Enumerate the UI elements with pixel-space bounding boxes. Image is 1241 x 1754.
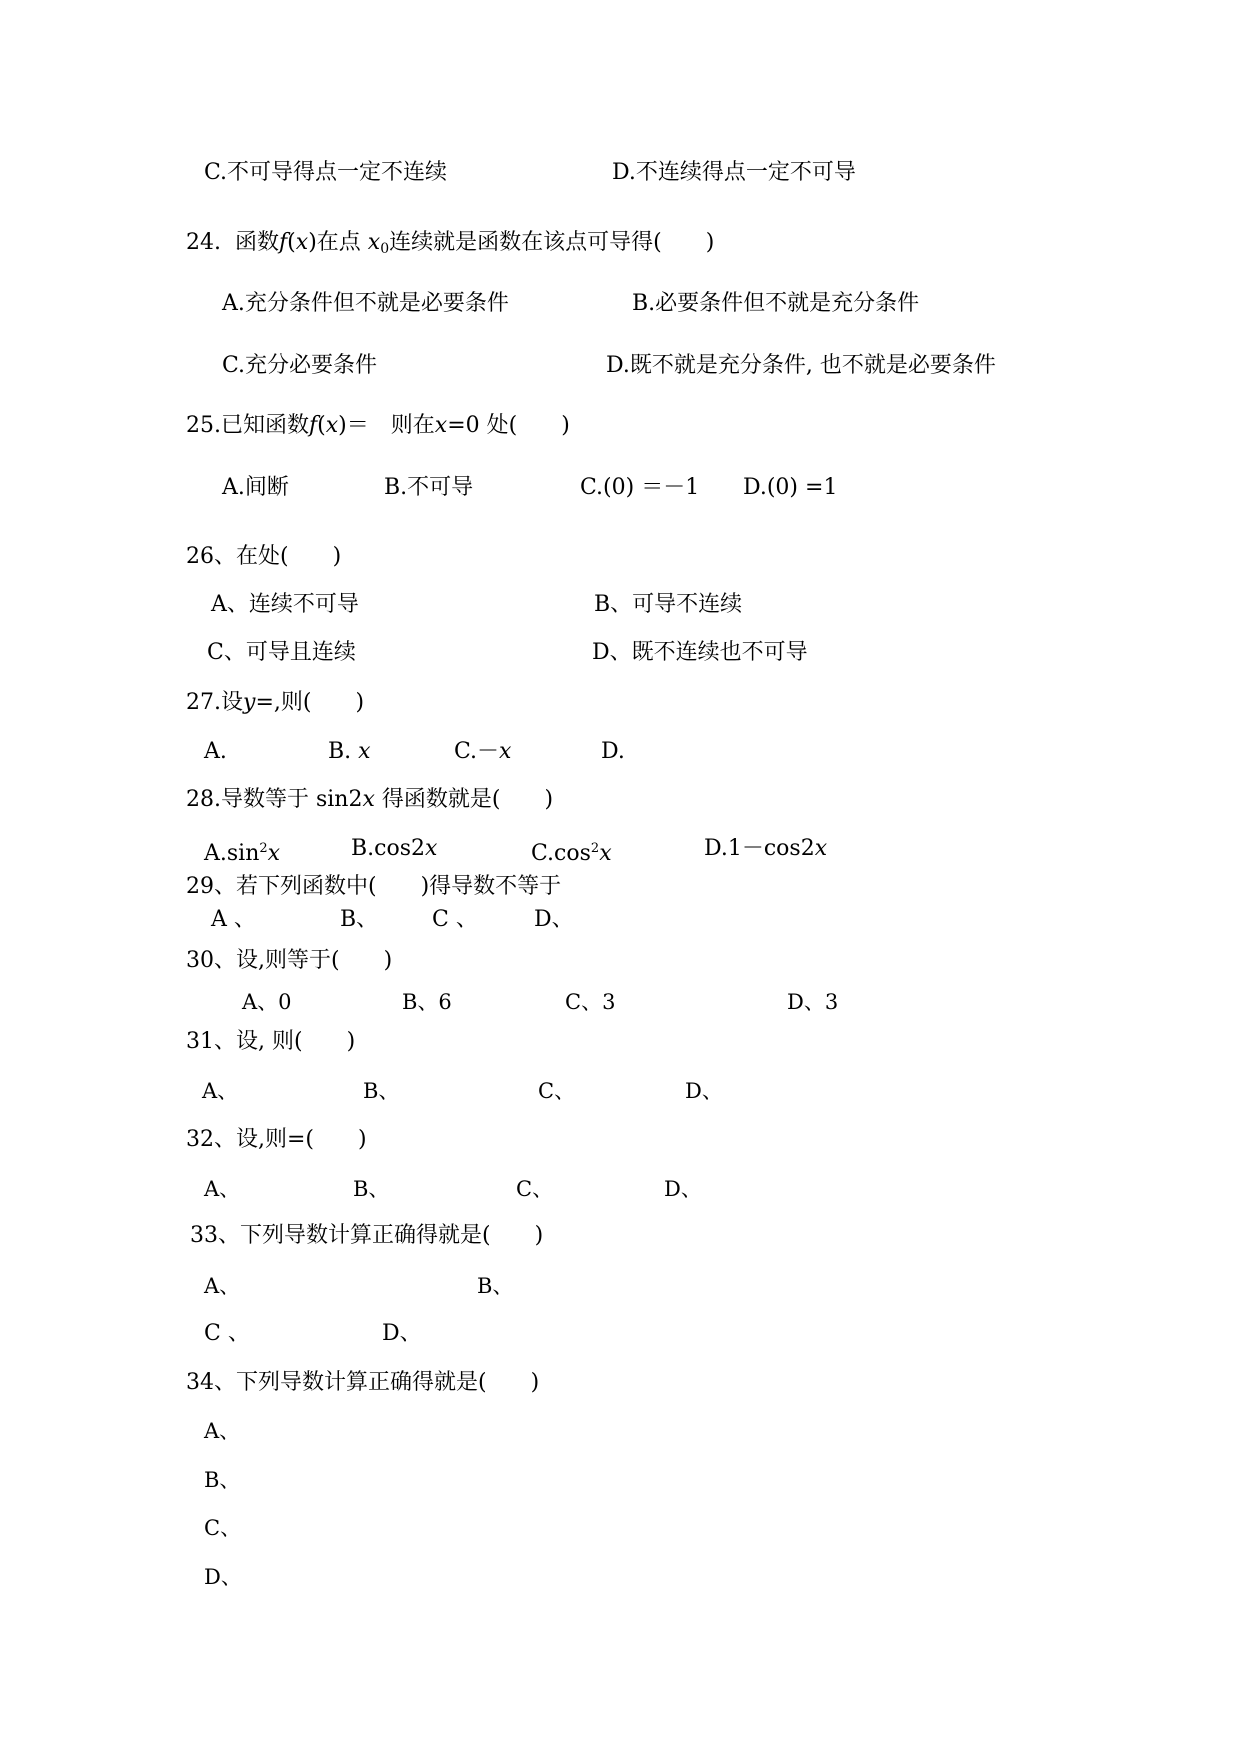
q26-option-c: C、可导且连续 xyxy=(207,640,356,665)
q23-option-c: C.不可导得点一定不连续 xyxy=(204,160,448,185)
q28-option-d: D.1－cos2x xyxy=(704,836,828,861)
q29-option-d: D、 xyxy=(534,907,574,932)
q28-option-b: B.cos2x xyxy=(351,836,438,861)
q30-option-d: D、3 xyxy=(787,990,839,1014)
q28-option-c: $C.\cos^2x$ xyxy=(531,841,612,866)
q34-option-c: C、 xyxy=(204,1516,242,1540)
q31-option-b: B、 xyxy=(363,1079,400,1103)
q31-stem: 31、设, 则( ) xyxy=(186,1029,356,1054)
q24-option-a: A.充分条件但不就是必要条件 xyxy=(222,291,509,316)
q33-option-c: C 、 xyxy=(204,1321,250,1346)
q30-option-b: B、6 xyxy=(402,990,452,1014)
q29-option-a: A 、 xyxy=(211,907,256,932)
q33-stem: 33、下列导数计算正确得就是( ) xyxy=(190,1223,544,1248)
q29-stem: 29、若下列函数中( )得导数不等于 xyxy=(186,874,562,899)
q27-option-c: C.－x xyxy=(454,739,512,764)
q25-option-a: A.间断 xyxy=(222,475,289,500)
q30-option-c: C、3 xyxy=(565,990,616,1014)
q26-option-a: A、连续不可导 xyxy=(211,592,359,617)
q33-option-a: A、 xyxy=(204,1274,241,1298)
q33-option-b: B、 xyxy=(477,1274,514,1298)
q25-option-c: C.(0) ＝－1 xyxy=(580,475,700,500)
q27-option-d: D. xyxy=(601,739,625,764)
q31-option-a: A、 xyxy=(202,1079,239,1103)
q27-option-b: B. x xyxy=(328,739,371,764)
q23-option-d: D.不连续得点一定不可导 xyxy=(612,160,856,185)
q24-option-b: B.必要条件但不就是充分条件 xyxy=(632,291,920,316)
q24-stem: 24. 函数f(x)在点 $x_0$连续就是函数在该点可导得( ) xyxy=(186,230,715,257)
q33-option-d: D、 xyxy=(382,1321,422,1346)
q26-option-d: D、既不连续也不可导 xyxy=(592,640,808,665)
q31-option-c: C、 xyxy=(538,1079,576,1103)
q26-stem: 26、在处( ) xyxy=(186,544,342,569)
q34-stem: 34、下列导数计算正确得就是( ) xyxy=(186,1370,540,1395)
q25-option-b: B.不可导 xyxy=(384,475,474,500)
q28-stem: 28.导数等于 sin2x 得函数就是( ) xyxy=(186,787,554,812)
q34-option-a: A、 xyxy=(204,1419,241,1443)
q34-option-d: D、 xyxy=(204,1565,242,1589)
q32-option-b: B、 xyxy=(353,1177,390,1201)
q27-option-a: A. xyxy=(204,739,227,764)
q24-option-c: C.充分必要条件 xyxy=(222,353,378,378)
q26-option-b: B、可导不连续 xyxy=(594,592,743,617)
q25-option-d: D.(0) =1 xyxy=(743,475,838,500)
q32-option-c: C、 xyxy=(516,1177,554,1201)
q29-option-c: C 、 xyxy=(432,907,478,932)
q25-stem: 25.已知函数f(x)＝ 则在x=0 处( ) xyxy=(186,413,570,438)
q29-option-b: B、 xyxy=(340,907,379,932)
q28-option-a: $A.\sin^2x$ xyxy=(204,841,281,866)
q32-option-a: A、 xyxy=(204,1177,241,1201)
q30-option-a: A、0 xyxy=(242,990,292,1014)
q27-stem: 27.设y=,则( ) xyxy=(186,690,365,715)
q31-option-d: D、 xyxy=(685,1079,723,1103)
q34-option-b: B、 xyxy=(204,1468,241,1492)
q30-stem: 30、设,则等于( ) xyxy=(186,948,393,973)
q32-stem: 32、设,则=( ) xyxy=(186,1127,367,1152)
q32-option-d: D、 xyxy=(664,1177,702,1201)
q24-option-d: D.既不就是充分条件, 也不就是必要条件 xyxy=(606,353,996,378)
